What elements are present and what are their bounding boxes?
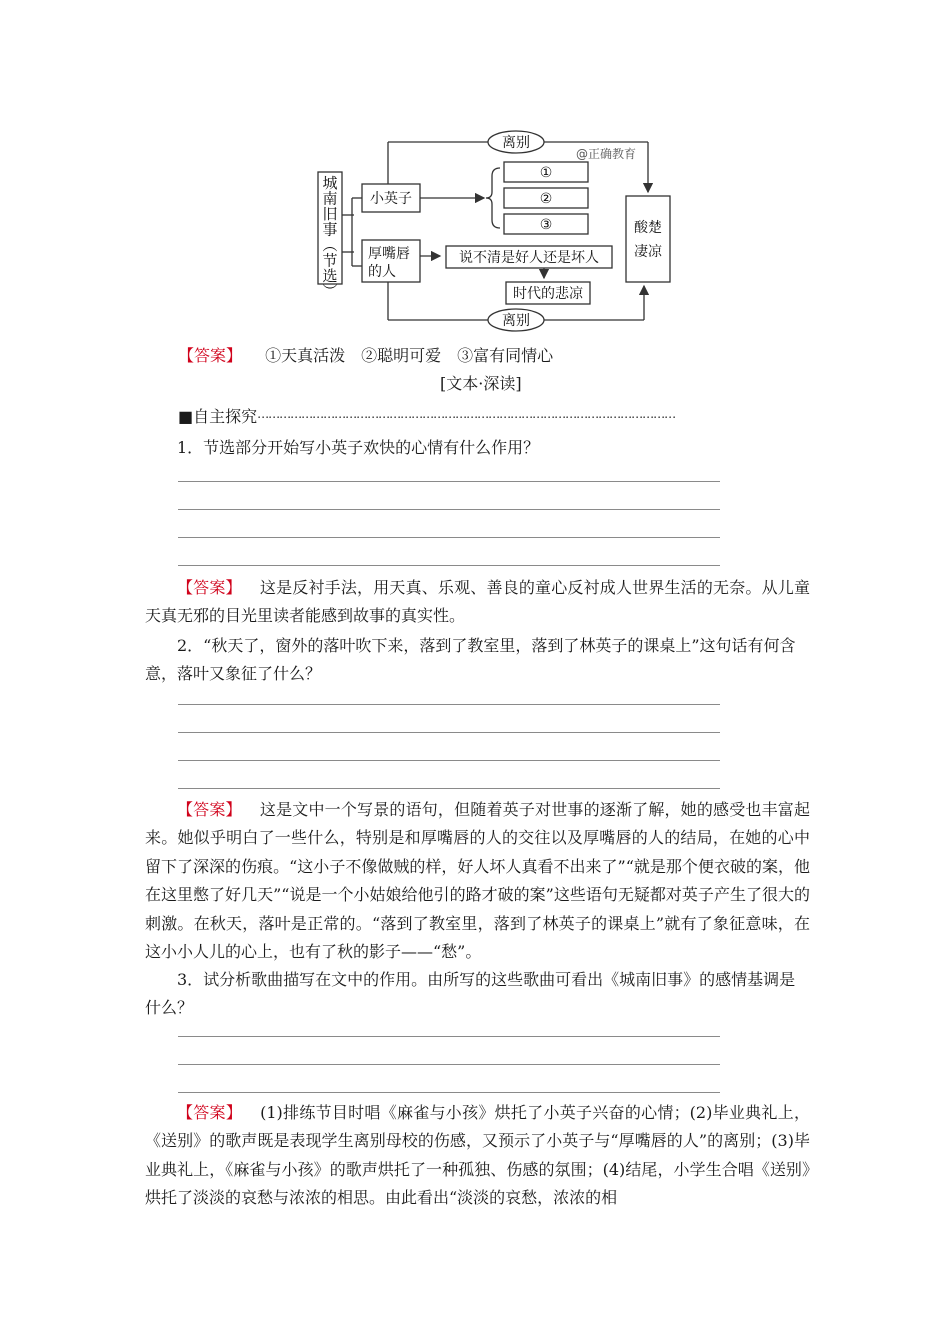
answer-text: 这是文中一个写景的语句，但随着英子对世事的逐渐了解，她的感受也丰富起来。她似乎明白了一些什么，特别是和厚嘴唇的人的交往以及厚嘴唇的人的结局，在她的心中留下了深深的伤痕。“这小子不像做贼的样，好人坏人真看不出来了”“就是那个便衣破的案，他在这里憋了好几天”“说是一个小姑娘给他引的路才破的案”这些语句无疑都对英子产生了很大的刺激。在秋天，落叶是正常的。“落到了教室里，落到了林英子的课桌上”就有了象征意味，在这小小人儿的心上，也有了秋的影子——“愁”。 bbox=[145, 800, 810, 962]
result-label-2: 凄凉 bbox=[634, 244, 662, 260]
answer-1-line bbox=[178, 342, 553, 370]
answer-line bbox=[178, 732, 720, 733]
answer-2-block bbox=[145, 796, 810, 966]
answer-line bbox=[178, 704, 720, 705]
answer-line bbox=[178, 481, 720, 482]
question-3: 3．试分析歌曲描写在文中的作用。由所写的这些歌曲可看出《城南旧事》的感情基调是什么？ bbox=[145, 970, 796, 1018]
answer-text: (1)排练节目时唱《麻雀与小孩》烘托了小英子兴奋的心情；(2)毕业典礼上，《送别》的歌声既是表现学生离别母校的伤感，又预示了小英子与“厚嘴唇的人”的离别；(3)毕业典礼上，《麻雀与小孩》的歌声烘托了一种孤独、伤感的氛围；(4)结尾，小学生合唱《送别》烘托了淡淡的哀愁与浓浓的相思。由此看出“淡淡的哀愁，浓浓的相 bbox=[145, 1103, 810, 1208]
top-ellipse-label: 离别 bbox=[502, 135, 530, 151]
answer-text: 这是反衬手法，用天真、乐观、善良的童心反衬成人世界生活的无奈。从儿童天真无邪的目光里读者能感到故事的真实性。 bbox=[145, 578, 810, 626]
answer-line bbox=[178, 565, 720, 566]
answer-tag: 【答案】 bbox=[177, 1103, 243, 1122]
answer-text: ①天真活泼 ②聪明可爱 ③富有同情心 bbox=[265, 346, 554, 365]
dotted-leader: …………………………………………………………………………………………………… bbox=[257, 407, 676, 421]
answer-tag: 【答案】 bbox=[177, 578, 242, 597]
shuobuqing-label: 说不清是好人还是坏人 bbox=[459, 250, 599, 266]
question-1: 1．节选部分开始写小英子欢快的心情有什么作用？ bbox=[177, 438, 540, 457]
shidai-label: 时代的悲凉 bbox=[513, 286, 583, 302]
answer-1-block bbox=[145, 574, 810, 631]
answer-line bbox=[178, 788, 720, 789]
subsection-label: ■自主探究 bbox=[178, 407, 258, 426]
houzuichun-label-2: 的人 bbox=[368, 264, 396, 280]
bottom-ellipse-label: 离别 bbox=[502, 313, 530, 329]
watermark: @正确教育 bbox=[576, 147, 637, 161]
question-2: 2．“秋天了，窗外的落叶吹下来，落到了教室里，落到了林英子的课桌上”这句话有何含意，落叶又象征了什么？ bbox=[145, 636, 796, 684]
blank-3: ③ bbox=[539, 217, 553, 233]
root-label: 城南旧事︵节选︶ bbox=[322, 174, 338, 301]
answer-3-block bbox=[145, 1099, 810, 1213]
answer-line bbox=[178, 1092, 720, 1093]
answer-line bbox=[178, 509, 720, 510]
houzuichun-label: 厚嘴唇 bbox=[368, 246, 410, 262]
result-label-1: 酸楚 bbox=[634, 220, 662, 236]
answer-tag: 【答案】 bbox=[178, 346, 243, 365]
xiaoyingzi-label: 小英子 bbox=[370, 191, 412, 207]
blank-1: ① bbox=[539, 165, 553, 181]
answer-line bbox=[178, 760, 720, 761]
answer-line bbox=[178, 1036, 720, 1037]
blank-2: ② bbox=[539, 191, 553, 207]
answer-tag: 【答案】 bbox=[177, 800, 242, 819]
subsection-title bbox=[178, 400, 675, 431]
section-title: [文本·深读] bbox=[440, 374, 522, 393]
answer-line bbox=[178, 537, 720, 538]
structure-diagram bbox=[300, 120, 680, 335]
answer-line bbox=[178, 1064, 720, 1065]
